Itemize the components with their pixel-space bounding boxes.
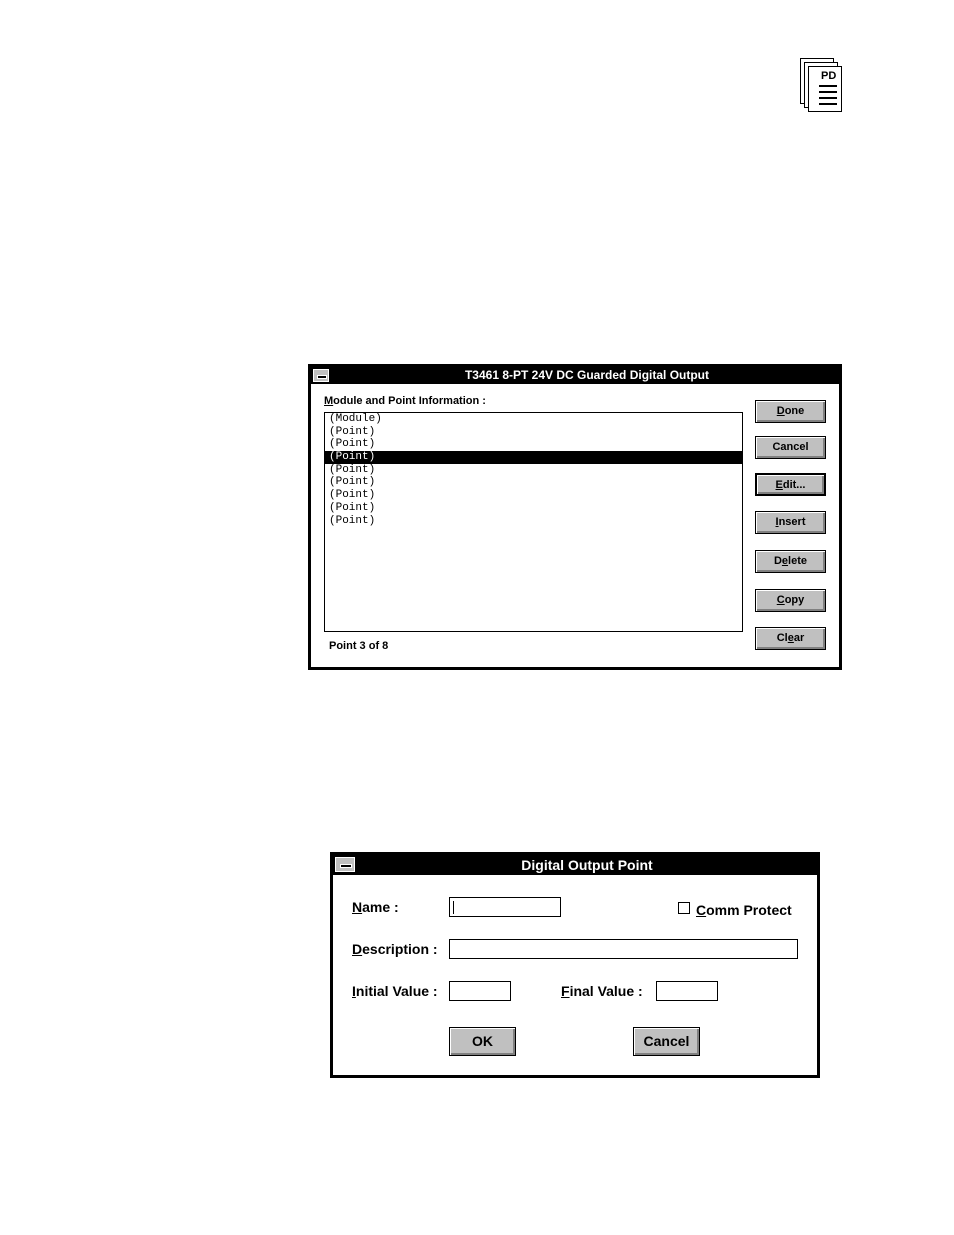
system-menu-icon[interactable] [313,369,329,382]
list-item[interactable]: (Point) [329,489,376,502]
point-status: Point 3 of 8 [329,640,389,652]
final-value-label: Final Value : [561,983,643,999]
text-caret [453,901,454,914]
comm-protect-checkbox[interactable] [678,902,690,914]
module-window-title: T3461 8-PT 24V DC Guarded Digital Output [464,368,710,382]
pd-document-icon [800,58,842,112]
description-input[interactable] [449,939,798,959]
module-config-window [308,364,842,670]
cancel-button[interactable]: Cancel [633,1027,700,1056]
edit-button[interactable]: Edit... [755,473,826,496]
module-point-listbox[interactable] [324,412,743,632]
pd-tag: PD [821,70,837,82]
list-item[interactable]: (Point) [329,438,376,451]
initial-value-label: Initial Value : [352,983,438,999]
list-item[interactable]: (Point) [325,451,742,464]
cancel-button[interactable]: Cancel [755,436,826,459]
clear-button[interactable]: Clear [755,627,826,650]
description-label: Description : [352,941,438,957]
comm-protect-label[interactable]: Comm Protect [696,902,792,918]
digital-output-point-dialog [330,852,820,1078]
name-input[interactable] [449,897,561,917]
initial-value-input[interactable] [449,981,511,1001]
list-item[interactable]: (Module) [329,413,382,425]
point-dialog-titlebar [333,855,817,875]
list-item[interactable]: (Point) [329,425,376,438]
done-button[interactable]: Done [755,400,826,423]
list-item[interactable]: (Point) [329,463,376,476]
ok-button[interactable]: OK [449,1027,516,1056]
copy-button[interactable]: Copy [755,589,826,612]
name-label: Name : [352,899,399,915]
final-value-input[interactable] [656,981,718,1001]
module-point-info-label: Module and Point Information : [324,395,486,407]
module-window-titlebar [311,367,839,384]
insert-button[interactable]: Insert [755,511,826,534]
list-item[interactable]: (Point) [329,476,376,489]
delete-button[interactable]: Delete [755,550,826,573]
point-dialog-title: Digital Output Point [521,857,653,873]
list-item[interactable]: (Point) [329,514,376,527]
system-menu-icon[interactable] [335,857,355,872]
list-item[interactable]: (Point) [329,501,376,514]
